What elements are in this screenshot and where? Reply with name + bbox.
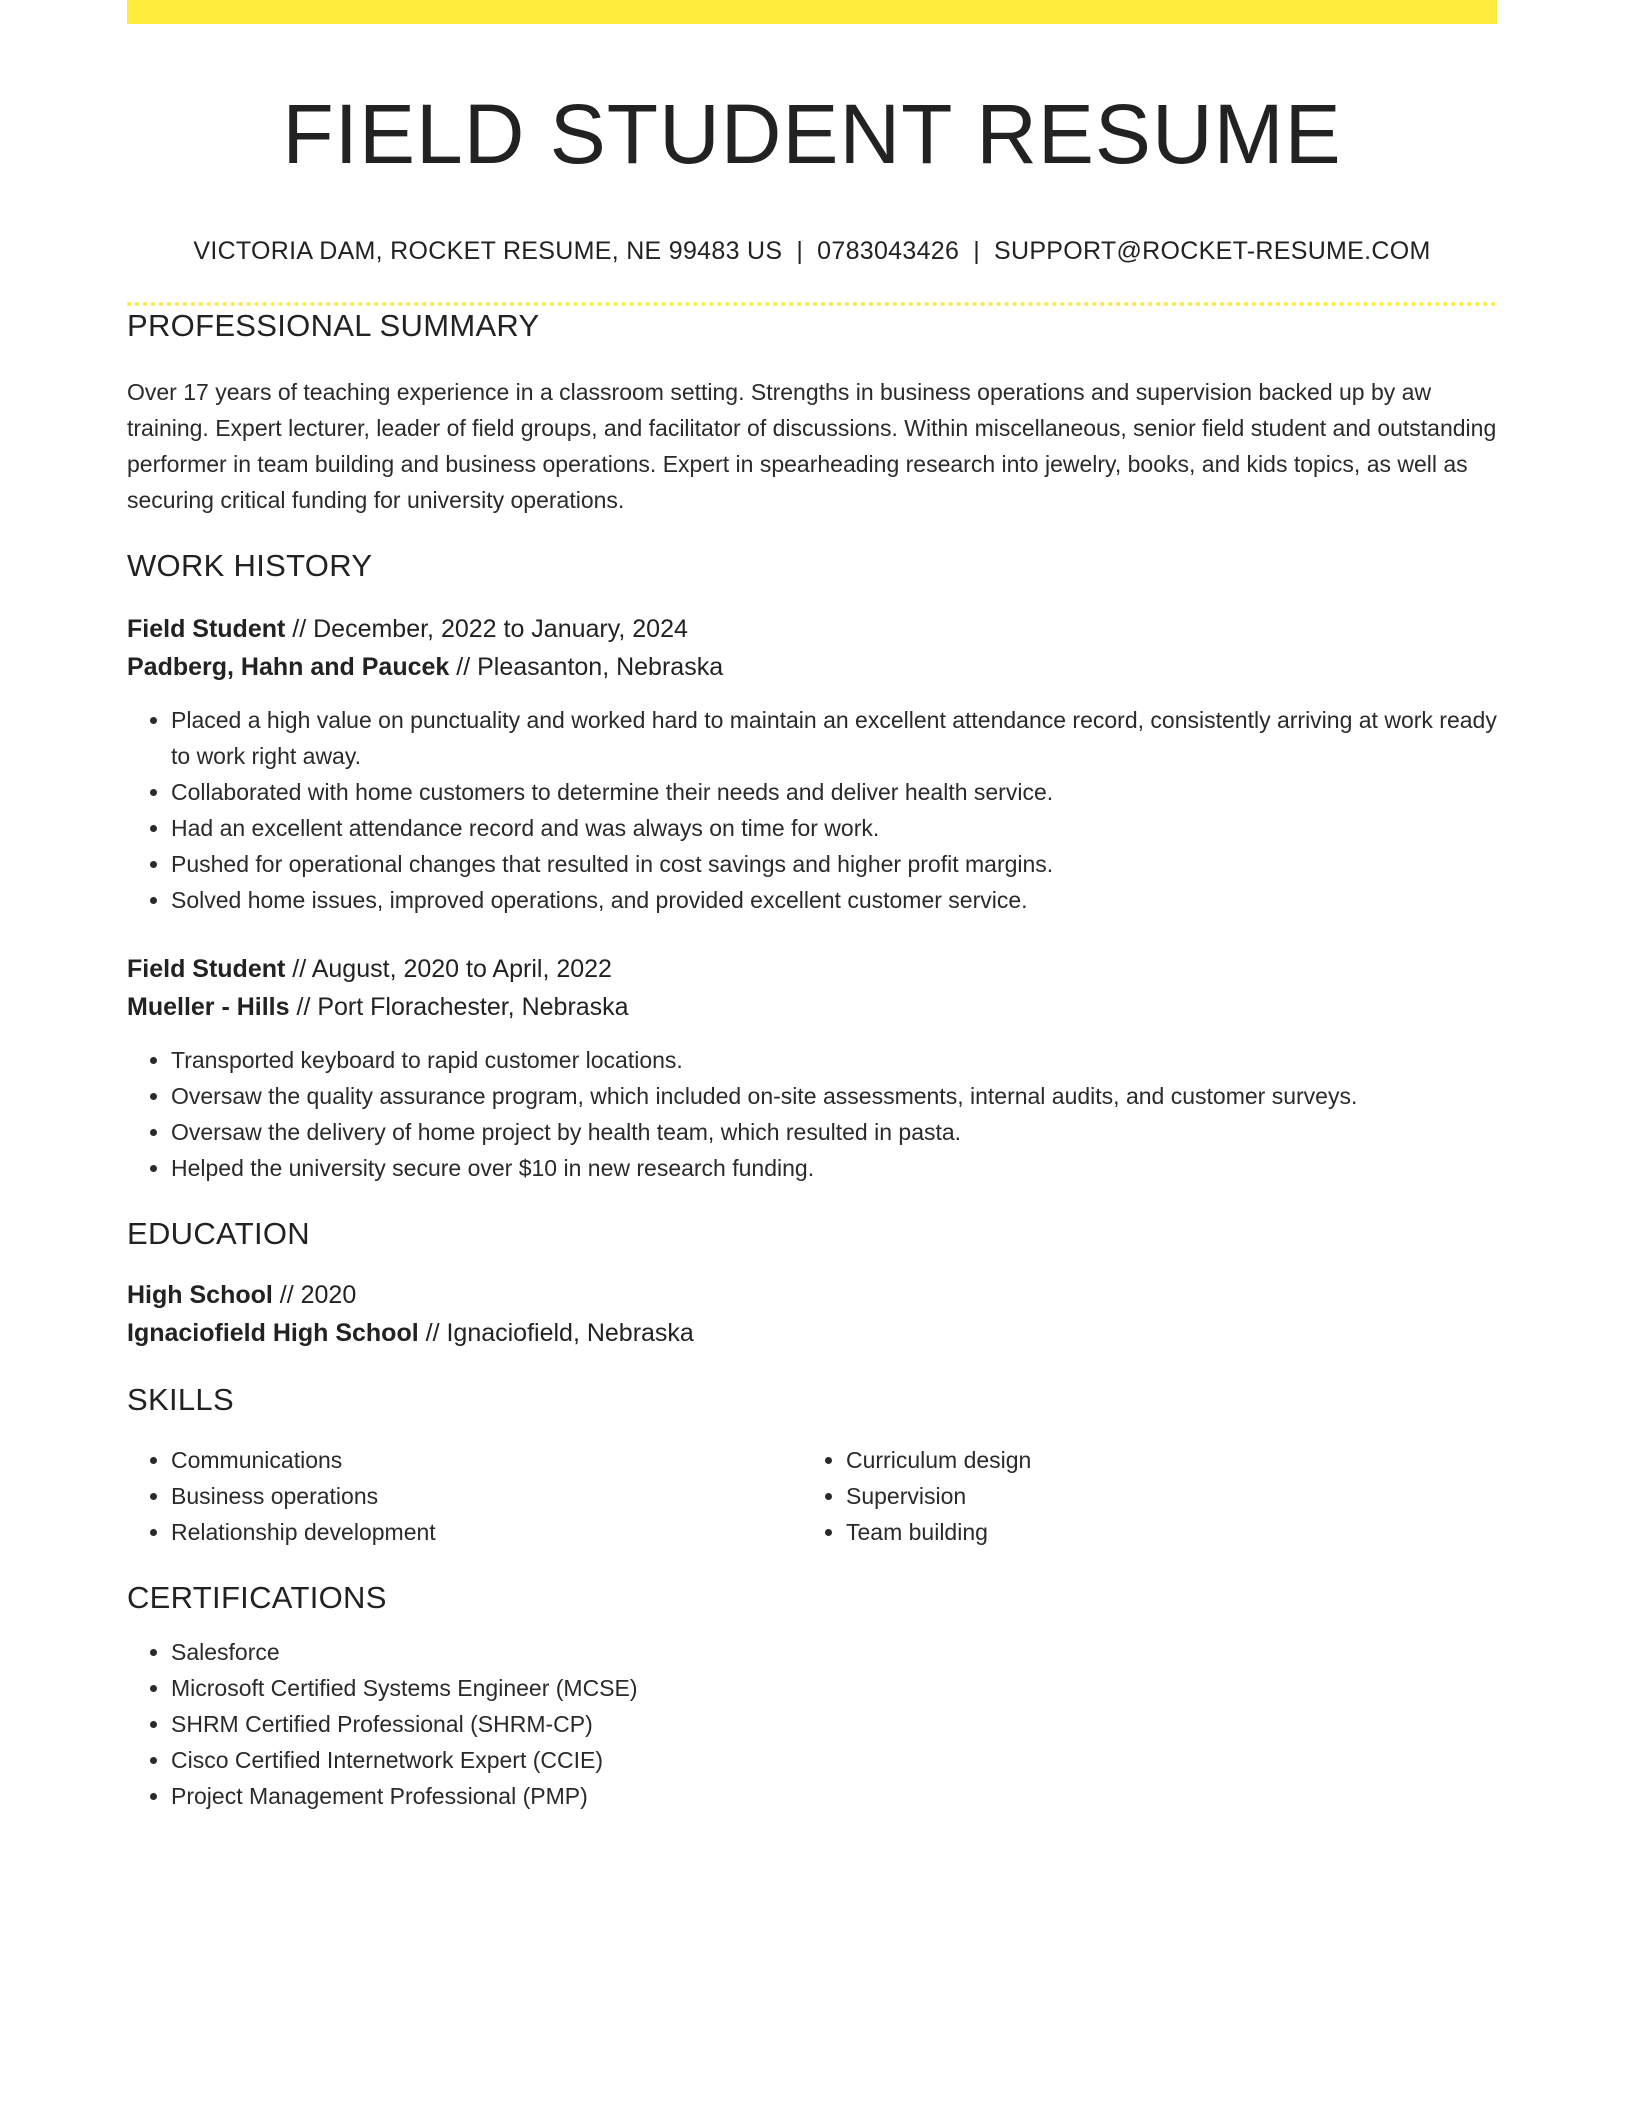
job-dates: // December, 2022 to January, 2024 [285,615,688,643]
education-school-line [127,1314,1497,1352]
list-item: • Relationship development [171,1514,802,1550]
section-heading-certifications: CERTIFICATIONS [127,1580,387,1615]
list-item: • Placed a high value on punctuality and worked hard to maintain an excellent attendance record, consistently arriving at work ready to work right away. [171,702,1497,774]
list-item: • Curriculum design [846,1442,1477,1478]
list-item: • Helped the university secure over $10 in new research funding. [171,1150,1497,1186]
job-entry-header [127,610,1497,686]
resume-title: FIELD STUDENT RESUME [282,87,1342,181]
education-entry [127,1276,1497,1352]
summary-text: Over 17 years of teaching experience in a classroom setting. Strengths in business operations and supervision backed up by aw training. Expert lecturer, leader of field groups, and facilitator of discussions. Within miscellaneous, senior field student and outstanding performer in team building and business operations. Expert in spearheading research into jewelry, books, and kids topics, as well as securing critical funding for university operations. [127,379,1497,513]
skills-column-left [127,1442,802,1550]
job-title: Field Student [127,955,286,983]
job-company: Mueller - Hills [127,993,290,1021]
job-company-line [127,648,1497,686]
list-item: • Cisco Certified Internetwork Expert (CCIE) [171,1742,1497,1778]
education-location: // Ignaciofield, Nebraska [418,1319,694,1347]
list-item: • Transported keyboard to rapid customer locations. [171,1042,1497,1078]
list-item: • Solved home issues, improved operations, and provided excellent customer service. [171,882,1497,918]
contact-separator: | [973,237,980,265]
job-title-line [127,950,1497,988]
job-entry-header [127,950,1497,1026]
summary-section [127,306,1497,518]
education-year: // 2020 [272,1281,357,1309]
list-item: • Business operations [171,1478,802,1514]
job-company: Padberg, Hahn and Paucek [127,653,450,681]
list-item: • Pushed for operational changes that resulted in cost savings and higher profit margins. [171,846,1497,882]
section-heading-summary: PROFESSIONAL SUMMARY [127,308,540,343]
list-item: • Had an excellent attendance record and was always on time for work. [171,810,1497,846]
section-heading-work-history: WORK HISTORY [127,548,373,583]
education-degree-line [127,1276,1497,1314]
job-location: // Pleasanton, Nebraska [449,653,724,681]
list-item: • Oversaw the delivery of home project by health team, which resulted in pasta. [171,1114,1497,1150]
skills-column-right [802,1442,1477,1550]
list-item: • Supervision [846,1478,1477,1514]
contact-email: SUPPORT@ROCKET-RESUME.COM [994,237,1431,265]
work-history-section [127,546,1497,1186]
education-section [127,1214,1497,1352]
list-item: • Oversaw the quality assurance program, which included on-site assessments, internal audits, and customer surveys. [171,1078,1497,1114]
section-heading-education: EDUCATION [127,1216,310,1251]
education-school: Ignaciofield High School [127,1319,419,1347]
skills-list [802,1442,1477,1550]
skills-list [127,1442,802,1550]
job-bullets [127,702,1497,918]
contact-separator: | [796,237,804,265]
list-item: • Collaborated with home customers to determine their needs and deliver health service. [171,774,1497,810]
list-item: • Microsoft Certified Systems Engineer (MCSE) [171,1670,1497,1706]
certifications-section [127,1578,1497,1814]
certifications-list [127,1634,1497,1814]
list-item: • SHRM Certified Professional (SHRM-CP) [171,1706,1497,1742]
job-dates: // August, 2020 to April, 2022 [285,955,612,983]
accent-top-bar [127,0,1497,24]
job-title-line [127,610,1497,648]
list-item: • Project Management Professional (PMP) [171,1778,1497,1814]
contact-line [127,234,1497,268]
contact-address: VICTORIA DAM, ROCKET RESUME, NE 99483 US [193,237,783,265]
job-bullets [127,1042,1497,1186]
skills-columns [127,1442,1497,1550]
section-heading-skills: SKILLS [127,1382,234,1417]
education-degree: High School [127,1281,273,1309]
skills-section [127,1380,1497,1550]
contact-phone: 0783043426 [817,237,960,265]
list-item: • Communications [171,1442,802,1478]
resume-page [127,0,1497,1814]
job-location: // Port Florachester, Nebraska [289,993,629,1021]
list-item: • Team building [846,1514,1477,1550]
list-item: • Salesforce [171,1634,1497,1670]
job-title: Field Student [127,615,286,643]
job-company-line [127,988,1497,1026]
